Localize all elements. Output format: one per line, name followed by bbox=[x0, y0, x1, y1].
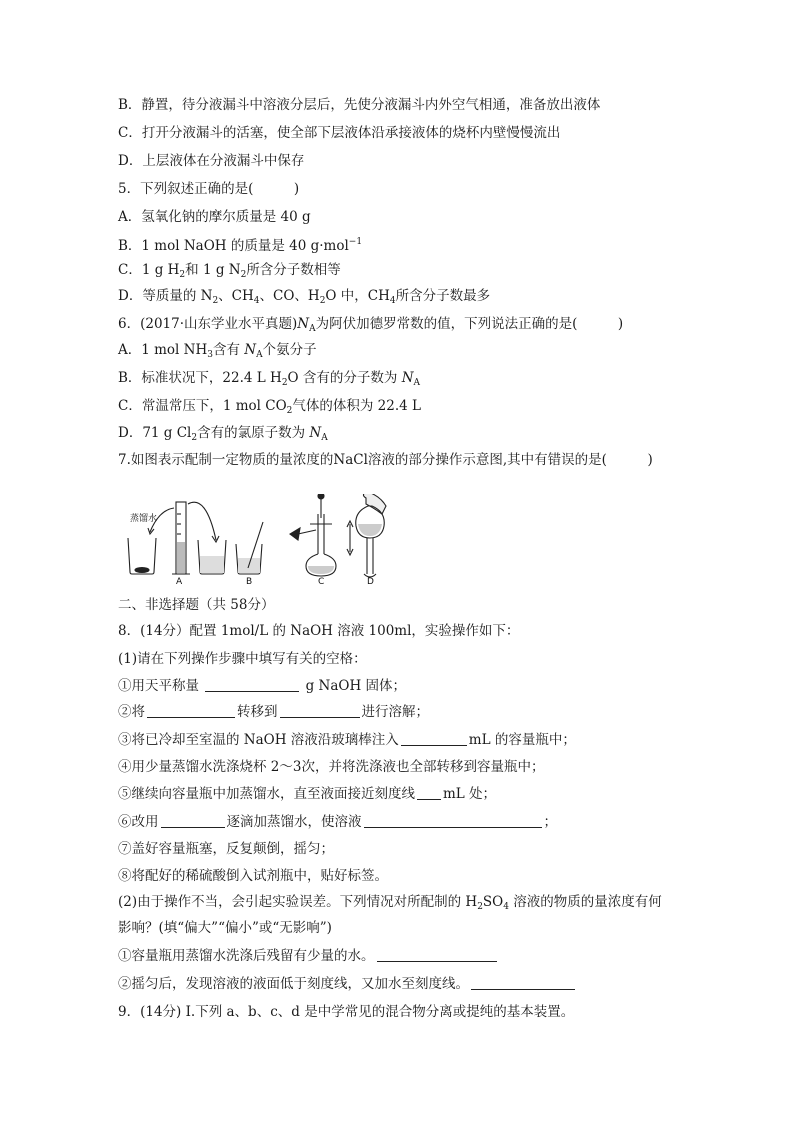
q5-option-b: B．1 mol NaOH 的质量是 40 g·mol$^{-1}$ bbox=[118, 237, 363, 254]
q5-stem: 5．下列叙述正确的是( ) bbox=[118, 181, 300, 197]
q8-step5: ⑤继续向容量瓶中加蒸馏水，直至液面接近刻度线 mL 处； bbox=[118, 786, 497, 802]
q8-step6: ⑥改用 逐滴加蒸馏水，使溶液 ； bbox=[118, 814, 557, 830]
answer-blank[interactable] bbox=[205, 677, 299, 692]
q8-step8: ⑧将配好的稀硫酸倒入试剂瓶中，贴好标签。 bbox=[118, 868, 388, 884]
lab-operation-diagram bbox=[124, 494, 394, 586]
q5-option-d: D．等质量的 $N_2$、$CH_4$、CO、$H_2O$ 中，$CH_4$所含分子数最多 bbox=[118, 288, 491, 306]
q6-option-b: B．标准状况下，22.4 L $H_2O$ 含有的分子数为 $N_A$ bbox=[118, 370, 421, 388]
q7-stem: 7.如图表示配制一定物质的量浓度的NaCl溶液的部分操作示意图,其中有错误的是( ) bbox=[118, 452, 653, 468]
answer-blank[interactable] bbox=[471, 975, 575, 990]
q4-option-d: D．上层液体在分液漏斗中保存 bbox=[118, 153, 305, 169]
answer-blank[interactable] bbox=[417, 785, 441, 800]
answer-blank[interactable] bbox=[161, 813, 225, 828]
q5-option-a: A．氢氧化钠的摩尔质量是 40 g bbox=[118, 209, 311, 225]
q8-stem: 8．(14分）配置 1mol/L 的 NaOH 溶液 100ml，实验操作如下： bbox=[118, 623, 520, 639]
q9-stem: 9．(14分) Ⅰ.下列 a、b、c、d 是中学常见的混合物分离或提纯的基本装置。 bbox=[118, 1004, 575, 1020]
q8-step2: ②将 转移到 进行溶解； bbox=[118, 704, 429, 720]
answer-blank[interactable] bbox=[280, 703, 360, 718]
q8-step1: ①用天平称量 g NaOH 固体； bbox=[118, 678, 407, 694]
q4-option-b: B．静置，待分液漏斗中溶液分层后，先使分液漏斗内外空气相通，准备放出液体 bbox=[118, 97, 601, 113]
q6-option-c: C．常温常压下，1 mol $CO_2$气体的体积为 22.4 L bbox=[118, 398, 421, 416]
q6-option-a: A．1 mol $NH_3$含有 $N_A$个氨分子 bbox=[118, 342, 317, 360]
answer-blank[interactable] bbox=[364, 813, 542, 828]
q7-figure bbox=[124, 494, 394, 586]
q8-step4: ④用少量蒸馏水洗涤烧杯 2～3次，并将洗涤液也全部转移到容量瓶中； bbox=[118, 759, 545, 775]
q6-stem: 6．(2017·山东学业水平真题)$N_A$为阿伏加德罗常数的值，下列说法正确的是( ) bbox=[118, 316, 624, 334]
answer-blank[interactable] bbox=[147, 703, 235, 718]
fig-water-label: 蒸馏水 bbox=[130, 514, 158, 524]
fig-label-a: A bbox=[176, 577, 183, 586]
q8-part2-line2: 影响？(填“偏大”“偏小”或“无影响”) bbox=[118, 920, 332, 936]
q5-option-c: C．1 g $H_2$和 1 g $N_2$所含分子数相等 bbox=[118, 262, 341, 280]
q8-step7: ⑦盖好容量瓶塞，反复颠倒，摇匀； bbox=[118, 841, 334, 857]
section-heading: 二、非选择题（共 58分） bbox=[118, 597, 275, 613]
answer-blank[interactable] bbox=[377, 947, 497, 962]
q8-part1: (1)请在下列操作步骤中填写有关的空格： bbox=[118, 651, 367, 667]
answer-blank[interactable] bbox=[401, 731, 467, 746]
q4-option-c: C．打开分液漏斗的活塞，使全部下层液体沿承接液体的烧杯内壁慢慢流出 bbox=[118, 125, 561, 141]
fig-label-d: D bbox=[367, 577, 374, 586]
q8-error2: ②摇匀后，发现溶液的液面低于刻度线，又加水至刻度线。 bbox=[118, 975, 577, 993]
q6-option-d: D．71 g $Cl_2$含有的氯原子数为 $N_A$ bbox=[118, 425, 328, 443]
q8-step3: ③将已冷却至室温的 NaOH 溶液沿玻璃棒注入 mL 的容量瓶中； bbox=[118, 732, 576, 748]
fig-label-c: C bbox=[318, 577, 325, 586]
q8-error1: ①容量瓶用蒸馏水洗涤后残留有少量的水。 bbox=[118, 947, 499, 965]
q8-part2: (2)由于操作不当，会引起实验误差。下列情况对所配制的 $H_2SO_4$ 溶液的物质的量浓度有何 bbox=[118, 894, 662, 912]
fig-label-b: B bbox=[246, 577, 253, 586]
